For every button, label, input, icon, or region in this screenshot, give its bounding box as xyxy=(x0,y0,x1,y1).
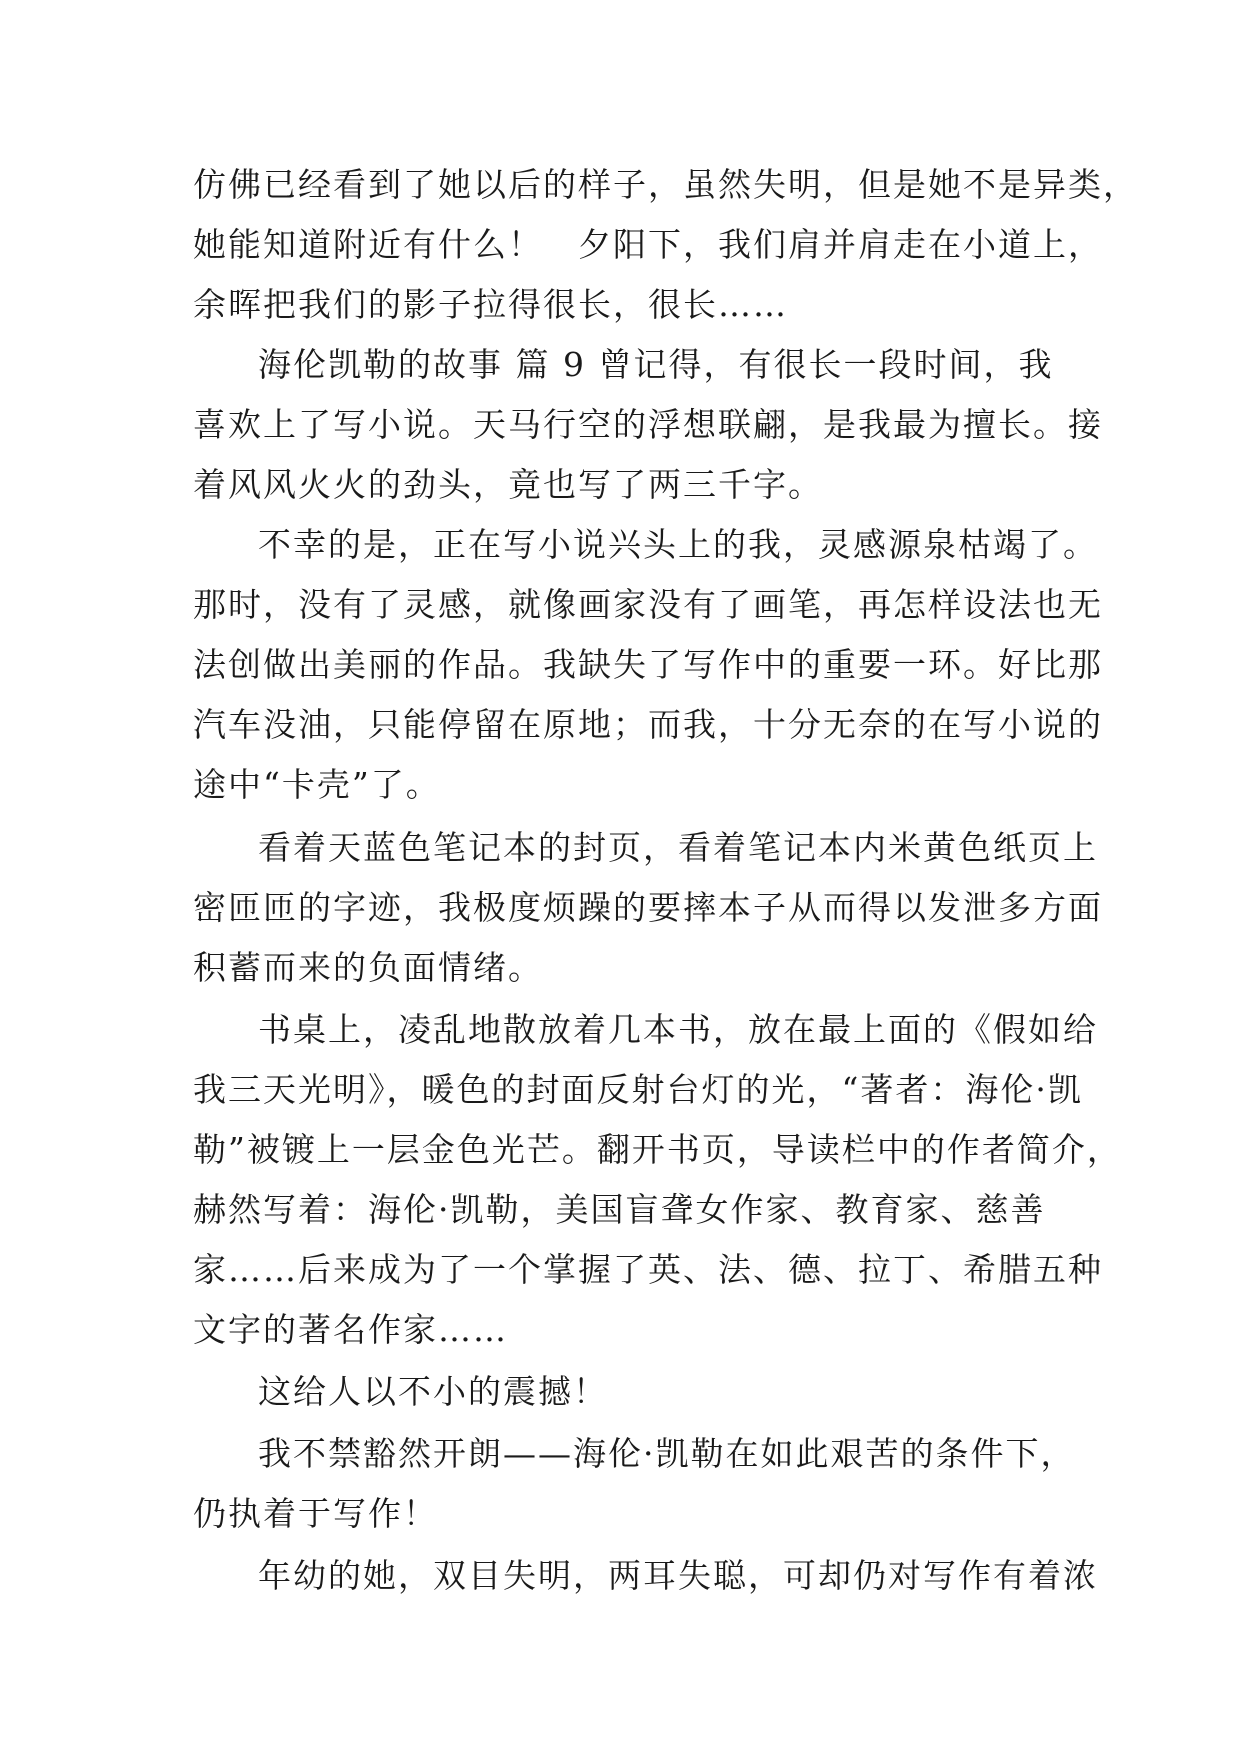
text-line: 那时，没有了灵感，就像画家没有了画笔，再怎样设法也无 xyxy=(193,585,1103,624)
text-line: 赫然写着：海伦·凯勒，美国盲聋女作家、教育家、慈善 xyxy=(193,1190,1046,1229)
text-line: 喜欢上了写小说。天马行空的浮想联翩，是我最为擅长。接 xyxy=(193,405,1103,444)
text-line: 不幸的是，正在写小说兴头上的我，灵感源泉枯竭了。 xyxy=(258,525,1098,564)
text-line: 书桌上，凌乱地散放着几本书，放在最上面的《假如给 xyxy=(258,1010,1098,1049)
text-line: 密匝匝的字迹，我极度烦躁的要摔本子从而得以发泄多方面 xyxy=(193,888,1103,927)
text-line: 法创做出美丽的作品。我缺失了写作中的重要一环。好比那 xyxy=(193,645,1103,684)
text-line: 年幼的她，双目失明，两耳失聪，可却仍对写作有着浓 xyxy=(258,1556,1098,1595)
text-line: 余晖把我们的影子拉得很长，很长…… xyxy=(193,285,788,324)
text-line: 途中“卡壳”了。 xyxy=(193,765,441,804)
text-line: 着风风火火的劲头，竟也写了两三千字。 xyxy=(193,465,823,504)
text-line: 勒”被镀上一层金色光芒。翻开书页，导读栏中的作者简介， xyxy=(193,1130,1122,1169)
text-line: 汽车没油，只能停留在原地；而我，十分无奈的在写小说的 xyxy=(193,705,1103,744)
text-line: 家……后来成为了一个掌握了英、法、德、拉丁、希腊五种 xyxy=(193,1250,1103,1289)
text-line: 我不禁豁然开朗——海伦·凯勒在如此艰苦的条件下， xyxy=(258,1434,1076,1473)
text-line: 积蓄而来的负面情绪。 xyxy=(193,948,543,987)
text-line: 海伦凯勒的故事 篇 9 曾记得，有很长一段时间，我 xyxy=(258,345,1054,384)
text-line: 她能知道附近有什么！ 夕阳下，我们肩并肩走在小道上， xyxy=(193,225,1103,264)
text-line: 仿佛已经看到了她以后的样子，虽然失明，但是她不是异类， xyxy=(193,165,1138,204)
text-line: 我三天光明》，暖色的封面反射台灯的光，“著者：海伦·凯 xyxy=(193,1070,1083,1109)
text-line: 仍执着于写作！ xyxy=(193,1494,438,1533)
text-line: 这给人以不小的震撼！ xyxy=(258,1372,608,1411)
text-line: 文字的著名作家…… xyxy=(193,1310,508,1349)
text-line: 看着天蓝色笔记本的封页，看着笔记本内米黄色纸页上 xyxy=(258,828,1098,867)
